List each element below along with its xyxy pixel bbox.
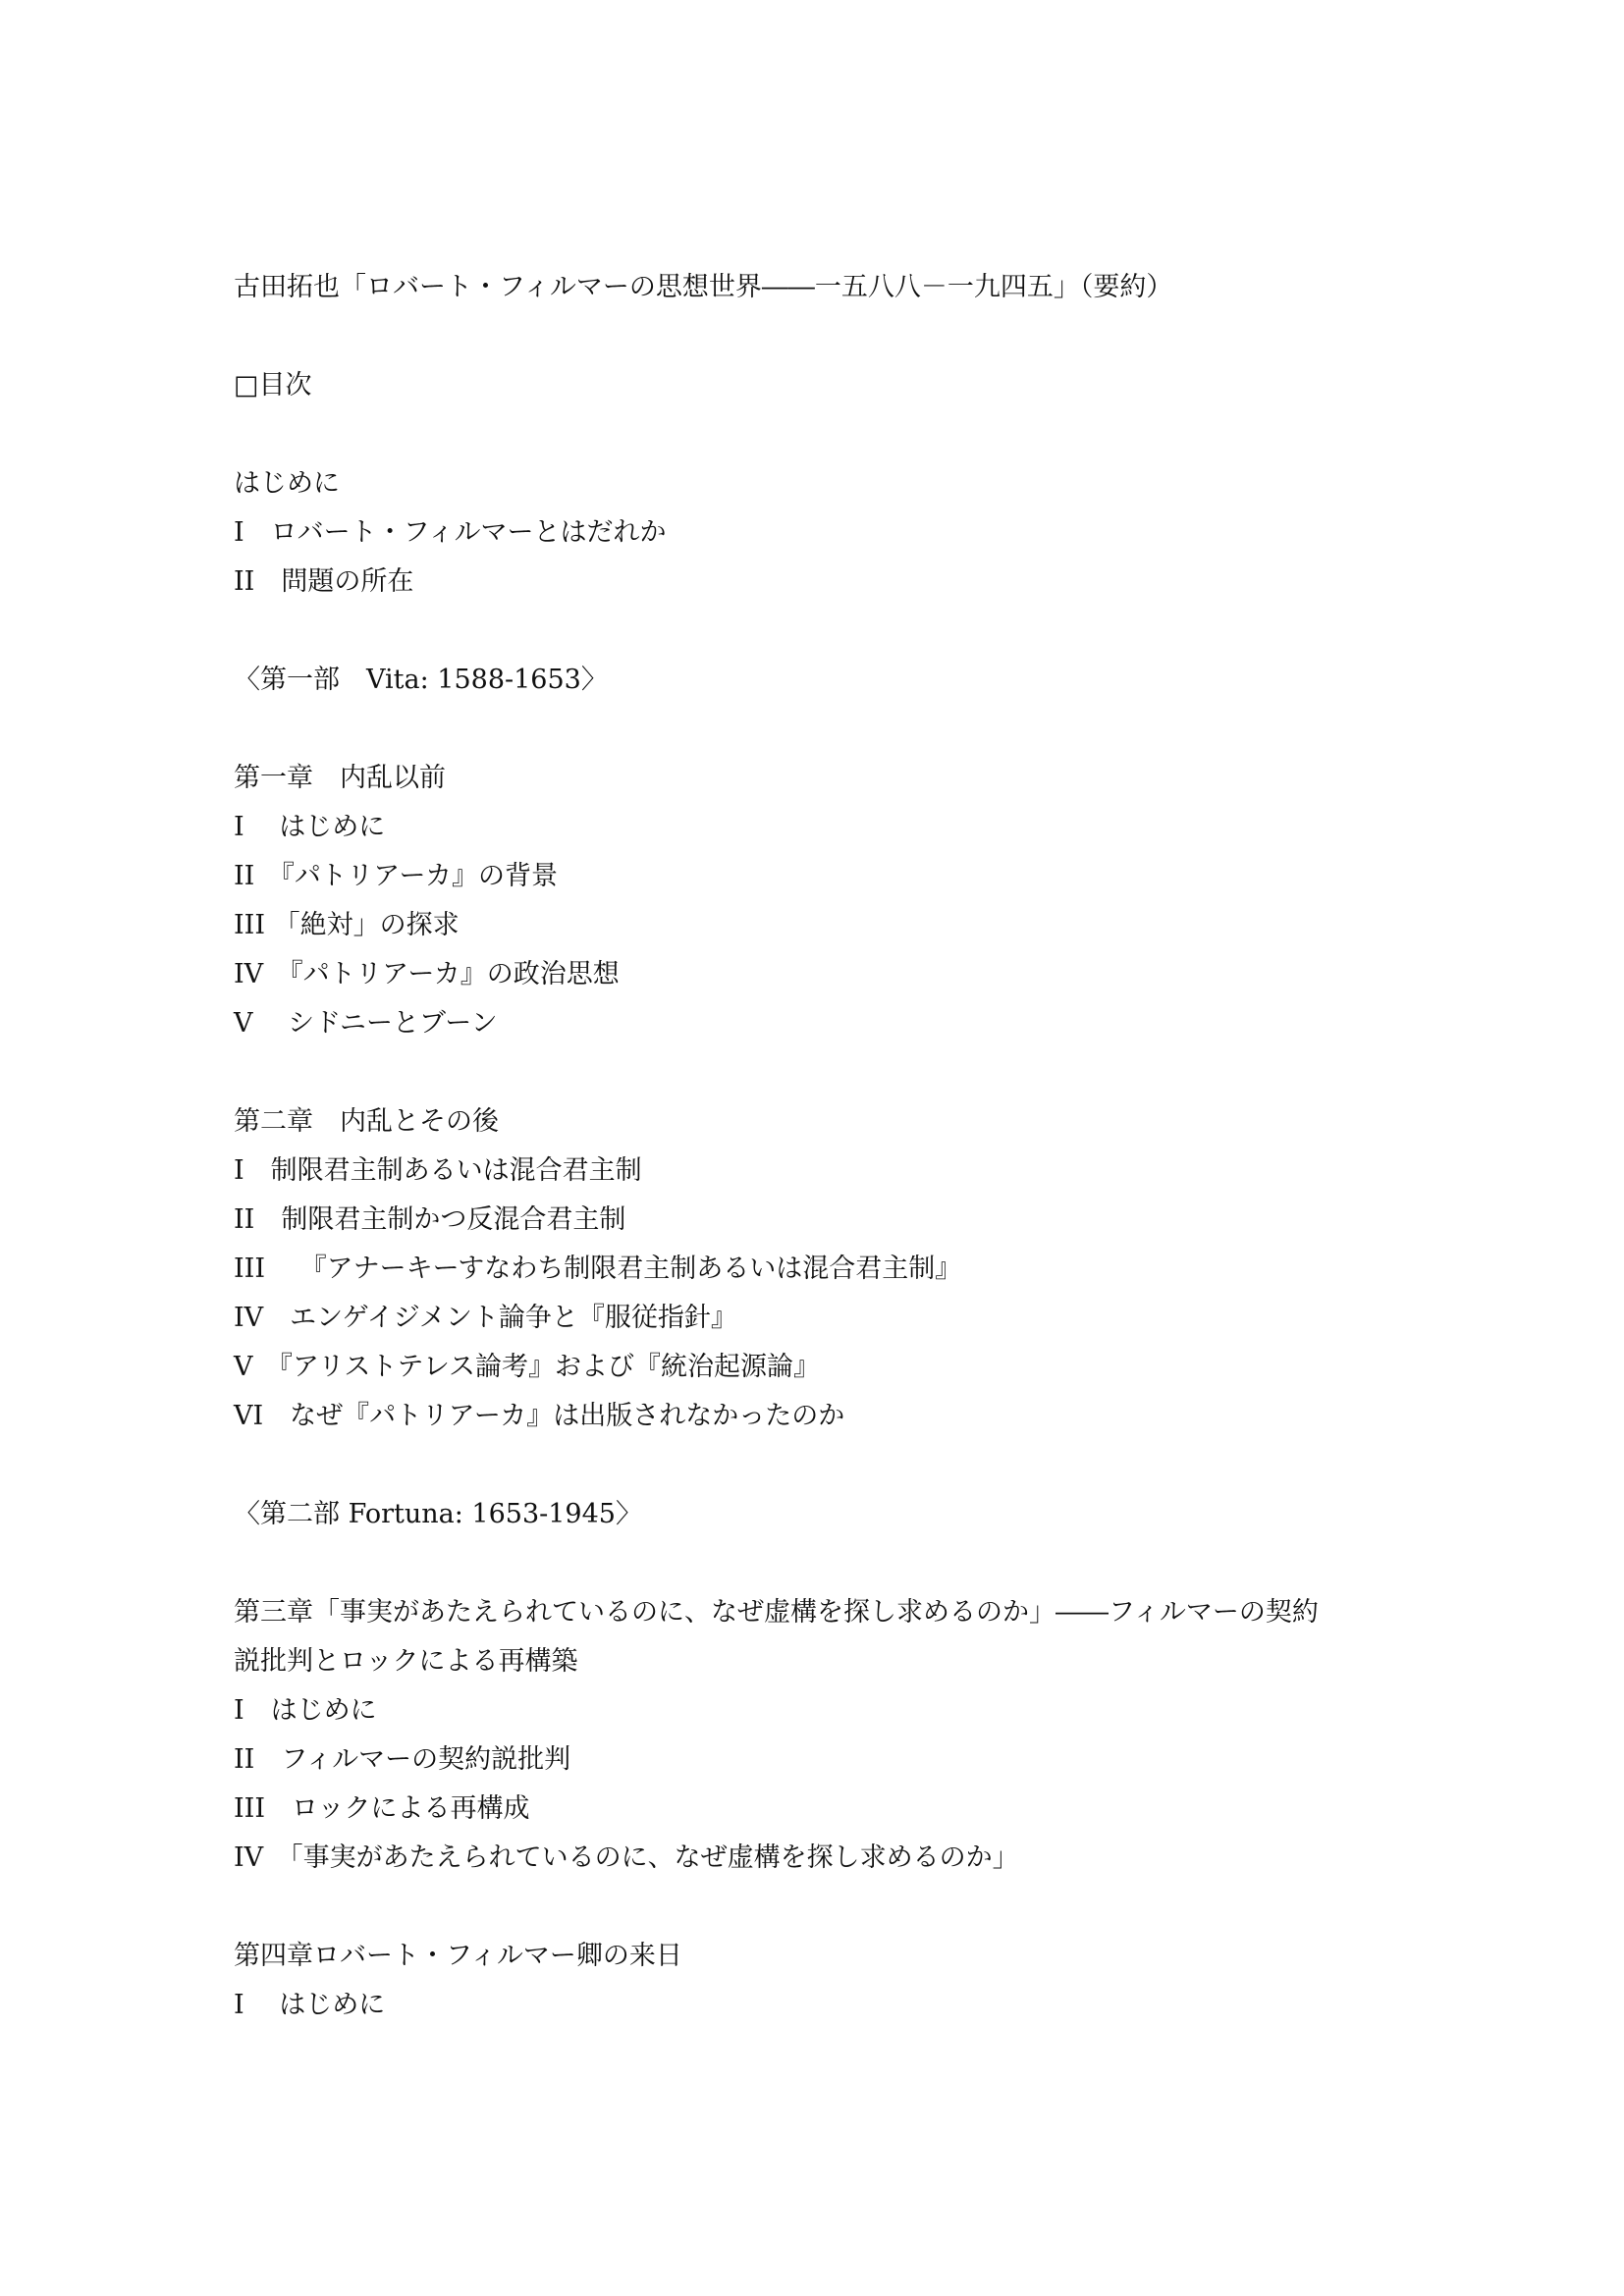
chapter3-item: II フィルマーの契約説批判 (234, 1744, 571, 1775)
chapter1-item: V シドニーとブーン (234, 1008, 498, 1039)
chapter3-title-line1: 第三章「事実があたえられているのに、なぜ虚構を探し求めるのか」――フィルマーの契約 (234, 1597, 1319, 1628)
chapter3-title-line2: 説批判とロックによる再構築 (234, 1646, 578, 1677)
chapter2-item: I 制限君主制あるいは混合君主制 (234, 1155, 642, 1186)
chapter1-item: I はじめに (234, 812, 386, 842)
chapter4-item: I はじめに (234, 1990, 386, 2020)
chapter2-item: II 制限君主制かつ反混合君主制 (234, 1204, 626, 1235)
chapter1-title: 第一章 内乱以前 (234, 763, 446, 793)
chapter2-item: V 『アリストテレス論考』および『統治起源論』 (234, 1352, 821, 1382)
chapter2-item: VI なぜ『パトリアーカ』は出版されなかったのか (234, 1401, 845, 1431)
chapter3-item: I はじめに (234, 1695, 377, 1726)
toc-item-intro: はじめに (234, 468, 340, 499)
part2-heading: 〈第二部 Fortuna: 1653-1945〉 (234, 1499, 642, 1529)
chapter2-title: 第二章 内乱とその後 (234, 1106, 499, 1137)
chapter3-item: IV 「事実があたえられているのに、なぜ虚構を探し求めるのか」 (234, 1842, 1019, 1873)
chapter1-item: II 『パトリアーカ』の背景 (234, 861, 558, 891)
chapter2-item: III 『アナーキーすなわち制限君主制あるいは混合君主制』 (234, 1254, 962, 1284)
toc-heading: □目次 (234, 370, 312, 400)
chapter4-title: 第四章ロバート・フィルマー卿の来日 (234, 1941, 682, 1971)
document-title: 古田拓也「ロバート・フィルマーの思想世界――一五八八－一九四五」（要約） (234, 272, 1173, 302)
chapter2-item: IV エンゲイジメント論争と『服従指針』 (234, 1303, 737, 1333)
toc-item-problem: II 問題の所在 (234, 566, 414, 597)
chapter1-item: IV 『パトリアーカ』の政治思想 (234, 959, 620, 989)
toc-item-who-is-filmer: I ロバート・フィルマーとはだれか (234, 517, 667, 548)
part1-heading: 〈第一部 Vita: 1588-1653〉 (234, 665, 608, 695)
chapter3-item: III ロックによる再構成 (234, 1793, 530, 1824)
chapter1-item: III 「絶対」の探求 (234, 910, 460, 940)
